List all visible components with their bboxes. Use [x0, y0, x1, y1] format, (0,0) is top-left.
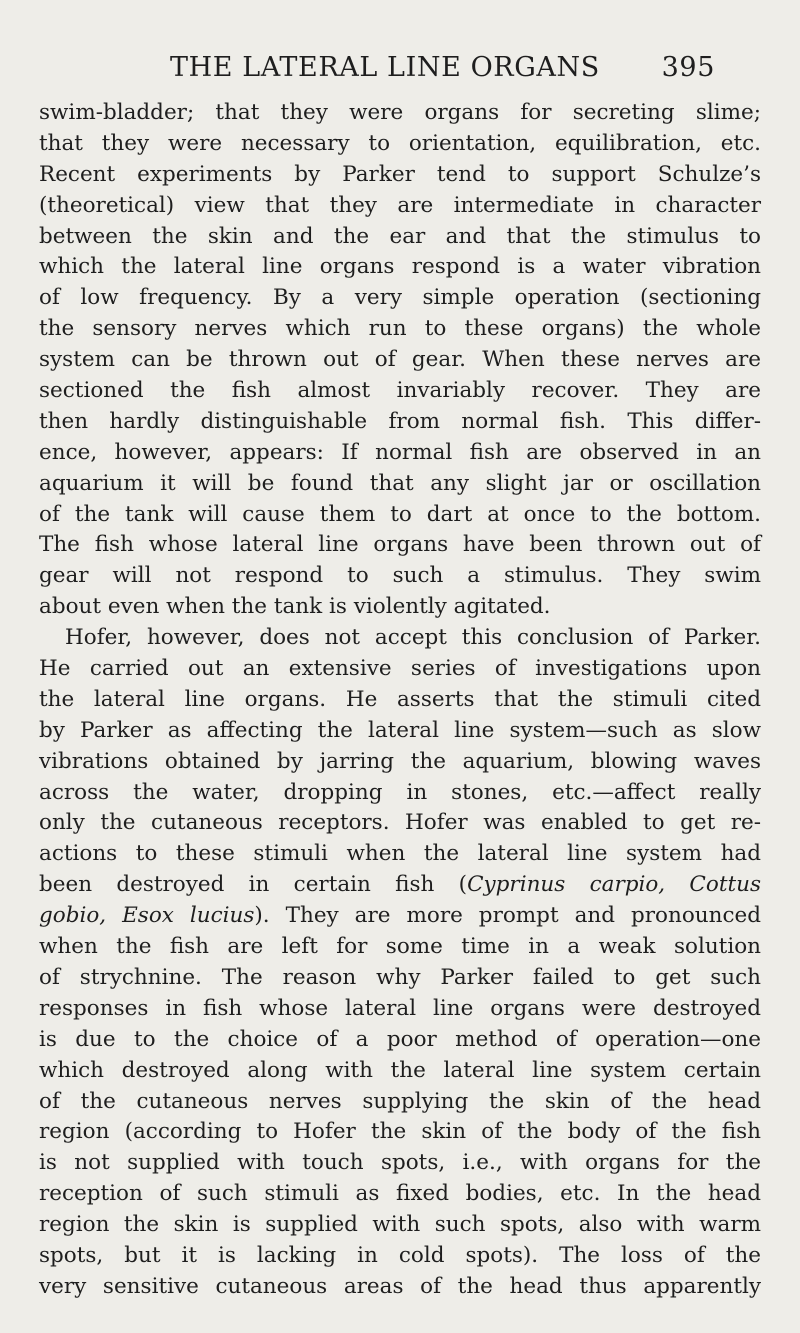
text-line: very sensitive cutaneous areas of the head thus apparently	[39, 1273, 761, 1299]
text-line: which the lateral line organs respond is a water vibration	[39, 254, 761, 280]
text-line: of low frequency. By a very simple operation (sectioning	[39, 285, 761, 311]
text-line: is due to the choice of a poor method of operation—one	[39, 1026, 761, 1052]
text-line: of the cutaneous nerves supplying the skin of the head	[39, 1088, 761, 1114]
text-line: only the cutaneous receptors. Hofer was enabled to get re-	[39, 810, 761, 836]
text-line: region the skin is supplied with such spots, also with warm	[39, 1212, 761, 1238]
text-line: is not supplied with touch spots, i.e., with organs for the	[39, 1150, 761, 1176]
text-line: across the water, dropping in stones, etc.—affect really	[39, 779, 761, 805]
text-line: when the fish are left for some time in a weak solution	[39, 934, 761, 960]
text-segment: been destroyed in certain fish (	[39, 872, 468, 898]
text-line: sectioned the fish almost invariably recover. They are	[39, 378, 761, 404]
body-text	[39, 98, 761, 1303]
text-line: region (according to Hofer the skin of the body of the fish	[39, 1119, 761, 1145]
text-line: gear will not respond to such a stimulus. They swim	[39, 563, 761, 589]
text-line: about even when the tank is violently agitated.	[39, 594, 551, 620]
running-title: THE LATERAL LINE ORGANS	[170, 52, 600, 83]
text-line: between the skin and the ear and that the stimulus to	[39, 223, 761, 249]
text-line: that they were necessary to orientation, equilibration, etc.	[39, 130, 761, 156]
text-line: Recent experiments by Parker tend to support Schulze’s	[39, 161, 761, 187]
text-line: the lateral line organs. He asserts that the stimuli cited	[39, 686, 761, 712]
text-line: by Parker as affecting the lateral line system—such as slow	[39, 717, 761, 743]
text-line: which destroyed along with the lateral line system certain	[39, 1057, 761, 1083]
text-line: system can be thrown out of gear. When these nerves are	[39, 347, 761, 373]
text-line: spots, but it is lacking in cold spots). The loss of the	[39, 1242, 761, 1268]
species-names: gobio, Esox lucius	[39, 903, 255, 929]
running-header	[170, 52, 715, 92]
text-line: swim-bladder; that they were organs for secreting slime;	[39, 100, 761, 125]
text-line: of strychnine. The reason why Parker failed to get such	[39, 964, 761, 990]
text-segment: ). They are more prompt and pronounced	[254, 903, 761, 929]
text-line: reception of such stimuli as fixed bodies, etc. In the head	[39, 1181, 761, 1207]
text-line	[39, 870, 761, 901]
text-line: actions to these stimuli when the lateral line system had	[39, 841, 761, 867]
text-line: He carried out an extensive series of investigations upon	[39, 656, 761, 682]
text-line: then hardly distinguishable from normal fish. This differ-	[39, 408, 761, 434]
text-line: aquarium it will be found that any slight jar or oscillation	[39, 470, 761, 496]
text-line: (theoretical) view that they are intermediate in character	[39, 192, 761, 218]
text-line: vibrations obtained by jarring the aquarium, blowing waves	[39, 748, 761, 774]
text-line: of the tank will cause them to dart at once to the bottom.	[39, 501, 761, 527]
text-line: responses in fish whose lateral line organs were destroyed	[39, 995, 761, 1021]
text-line: ence, however, appears: If normal fish are observed in an	[39, 439, 761, 465]
text-line: the sensory nerves which run to these organs) the whole	[39, 316, 761, 342]
text-line	[39, 901, 761, 932]
text-line: Hofer, however, does not accept this conclusion of Parker.	[65, 625, 761, 651]
page-number: 395	[661, 52, 715, 83]
species-names: Cyprinus carpio, Cottus	[467, 872, 761, 898]
text-line: The fish whose lateral line organs have been thrown out of	[39, 532, 761, 558]
